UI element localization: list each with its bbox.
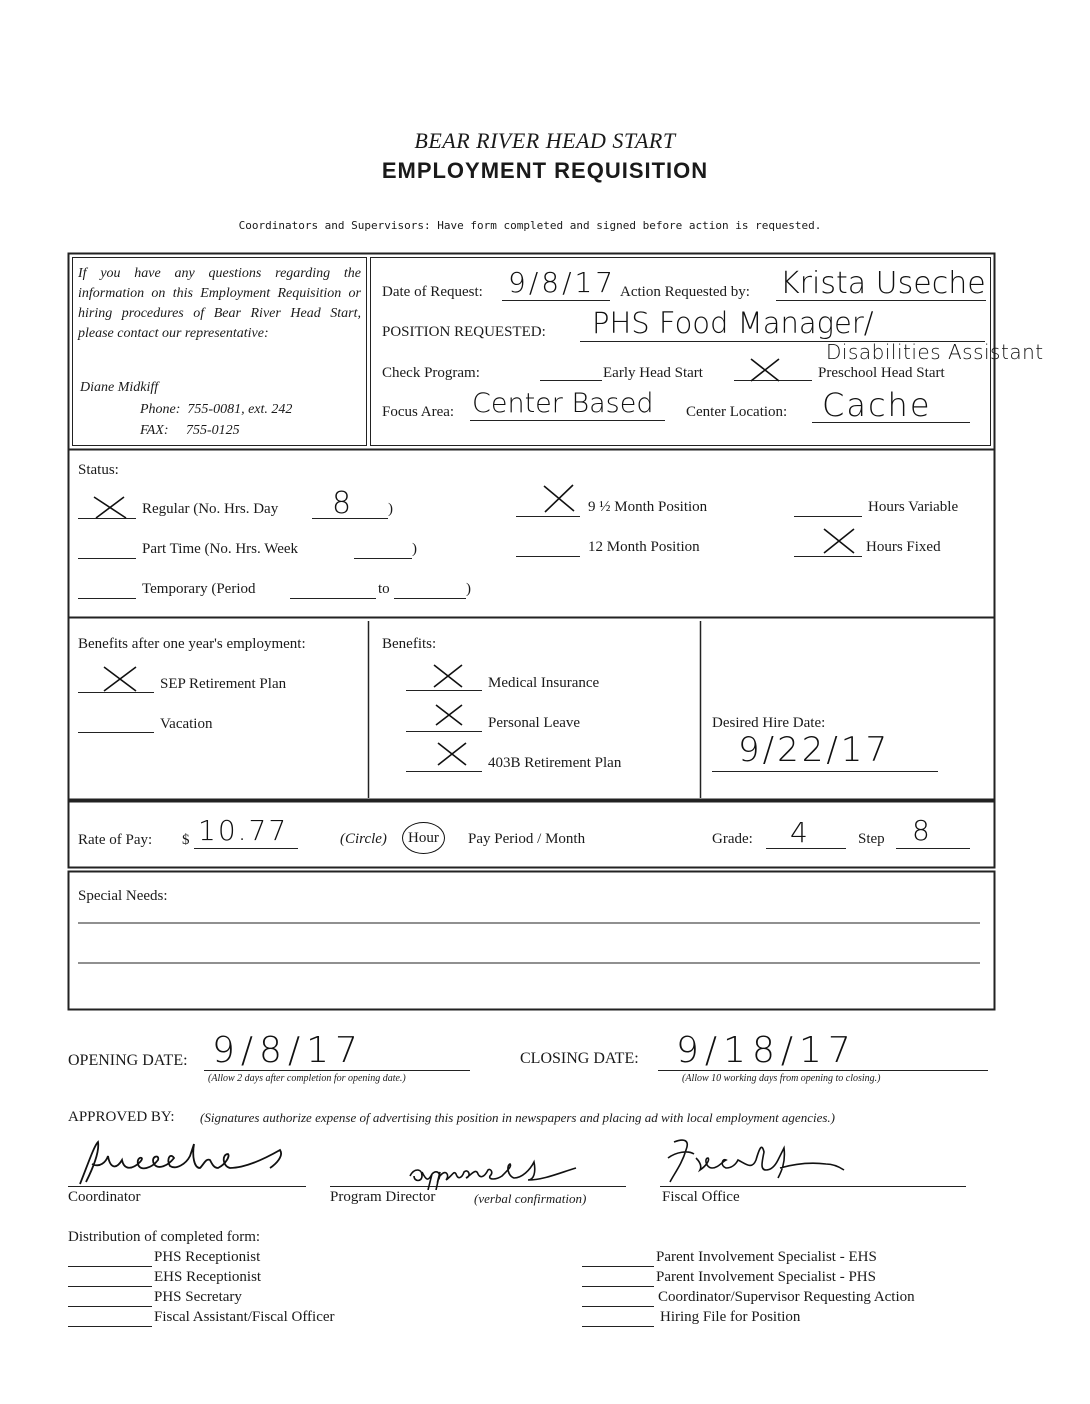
program-ehs: Early Head Start: [603, 365, 703, 381]
program-director-label: Program Director: [330, 1189, 436, 1205]
regular-hours-value[interactable]: 8: [332, 486, 352, 521]
coordinator-signature: [70, 1134, 300, 1194]
desired-hire-date-value[interactable]: 9/22/17: [738, 730, 891, 770]
special-needs-field[interactable]: [78, 905, 980, 1001]
contact-name: Diane Midkiff: [80, 380, 159, 395]
approved-by-label: APPROVED BY:: [68, 1109, 175, 1125]
distribution-label: Distribution of completed form:: [68, 1229, 261, 1245]
medical-label: Medical Insurance: [488, 675, 600, 691]
program-phs: Preschool Head Start: [818, 365, 945, 381]
contact-text: If you have any questions regarding the information on this Employment Requisition or hiring procedures of Bear River Head Start, please contact our representative:: [78, 266, 361, 341]
date-of-request-value[interactable]: 9/8/17: [508, 266, 617, 299]
focus-area-value[interactable]: Center Based: [472, 388, 654, 419]
pay-hour-option[interactable]: Hour: [402, 822, 445, 854]
temporary-label: Temporary (Period: [142, 581, 256, 597]
grade-value[interactable]: 4: [790, 816, 808, 849]
closing-date-note: (Allow 10 working days from opening to closing.): [682, 1073, 881, 1084]
dist-phs-secretary: PHS Secretary: [154, 1289, 242, 1305]
regular-close: ): [388, 501, 393, 517]
form-note: Coordinators and Supervisors: Have form completed and signed before action is requested.: [238, 219, 822, 232]
position-requested-value[interactable]: PHS Food Manager/: [592, 306, 874, 340]
dist-hiring-file: Hiring File for Position: [660, 1309, 801, 1325]
center-location-label: Center Location:: [686, 404, 788, 420]
pay-period-month-option[interactable]: Pay Period / Month: [468, 831, 586, 847]
program-phs-checkmark[interactable]: [748, 356, 782, 384]
opening-date-note: (Allow 2 days after completion for opening date.): [208, 1073, 406, 1084]
pay-currency: $: [182, 832, 190, 848]
twelve-month-label: 12 Month Position: [588, 539, 700, 555]
center-location-value[interactable]: Cache: [822, 386, 932, 424]
fiscal-office-signature: [660, 1134, 850, 1190]
sep-checkmark[interactable]: [100, 664, 140, 694]
medical-checkmark[interactable]: [430, 662, 466, 690]
dist-ehs-receptionist: EHS Receptionist: [154, 1269, 262, 1285]
retirement-403b-checkmark[interactable]: [434, 740, 470, 768]
temporary-to: to: [378, 581, 390, 597]
nine-month-checkmark[interactable]: [540, 482, 578, 514]
fiscal-office-label: Fiscal Office: [662, 1189, 740, 1205]
closing-date-value[interactable]: 9/18/17: [676, 1030, 857, 1071]
contact-fax: FAX: 755-0125: [140, 423, 240, 438]
status-label: Status:: [78, 462, 119, 478]
position-requested-label: POSITION REQUESTED:: [382, 324, 546, 340]
retirement-403b-label: 403B Retirement Plan: [488, 755, 622, 771]
desired-hire-date-label: Desired Hire Date:: [712, 715, 826, 731]
step-label: Step: [858, 831, 885, 847]
dist-pis-ehs: Parent Involvement Specialist - EHS: [656, 1249, 877, 1265]
grade-label: Grade:: [712, 831, 753, 847]
regular-label: Regular (No. Hrs. Day: [142, 501, 279, 517]
personal-leave-label: Personal Leave: [488, 715, 581, 731]
regular-checkmark[interactable]: [90, 494, 130, 520]
dist-pis-phs: Parent Involvement Specialist - PHS: [656, 1269, 876, 1285]
temporary-close: ): [466, 581, 471, 597]
focus-area-label: Focus Area:: [382, 404, 455, 420]
opening-date-value[interactable]: 9/8/17: [212, 1030, 364, 1071]
program-director-signature: [404, 1146, 604, 1190]
hours-variable-label: Hours Variable: [868, 499, 959, 515]
circle-note: (Circle): [340, 831, 387, 847]
rate-of-pay-value[interactable]: 10.77: [198, 814, 289, 847]
dist-coordinator-supervisor: Coordinator/Supervisor Requesting Action: [658, 1289, 915, 1305]
dist-phs-receptionist: PHS Receptionist: [154, 1249, 261, 1265]
check-program-label: Check Program:: [382, 365, 480, 381]
part-time-label: Part Time (No. Hrs. Week: [142, 541, 299, 557]
form-title: EMPLOYMENT REQUISITION: [381, 158, 709, 183]
step-value[interactable]: 8: [912, 814, 930, 847]
program-director-note: (verbal confirmation): [474, 1191, 587, 1206]
date-of-request-label: Date of Request:: [382, 284, 483, 300]
vacation-label: Vacation: [160, 716, 213, 732]
action-requested-value[interactable]: Krista Useche: [780, 266, 986, 301]
part-time-close: ): [412, 541, 417, 557]
dist-fiscal-assistant: Fiscal Assistant/Fiscal Officer: [154, 1309, 335, 1325]
approved-by-note: (Signatures authorize expense of advertising this position in newspapers and placing ad with local employment agencies.): [200, 1110, 835, 1125]
contact-phone: Phone: 755-0081, ext. 242: [140, 402, 293, 417]
opening-date-label: OPENING DATE:: [68, 1052, 188, 1069]
action-requested-label: Action Requested by:: [620, 284, 750, 300]
coordinator-label: Coordinator: [68, 1189, 141, 1205]
benefits-label: Benefits:: [382, 636, 437, 652]
closing-date-label: CLOSING DATE:: [520, 1050, 639, 1067]
special-needs-label: Special Needs:: [78, 888, 168, 904]
rate-of-pay-label: Rate of Pay:: [78, 832, 153, 848]
personal-leave-checkmark[interactable]: [432, 702, 466, 728]
sep-label: SEP Retirement Plan: [160, 676, 287, 692]
position-requested-value-2[interactable]: Disabilities Assistant: [826, 340, 1044, 364]
org-name: BEAR RIVER HEAD START: [414, 128, 676, 153]
nine-month-label: 9 ½ Month Position: [588, 499, 708, 515]
hours-fixed-checkmark[interactable]: [820, 526, 858, 556]
hours-fixed-label: Hours Fixed: [866, 539, 941, 555]
benefits-after-year-label: Benefits after one year's employment:: [78, 636, 306, 652]
